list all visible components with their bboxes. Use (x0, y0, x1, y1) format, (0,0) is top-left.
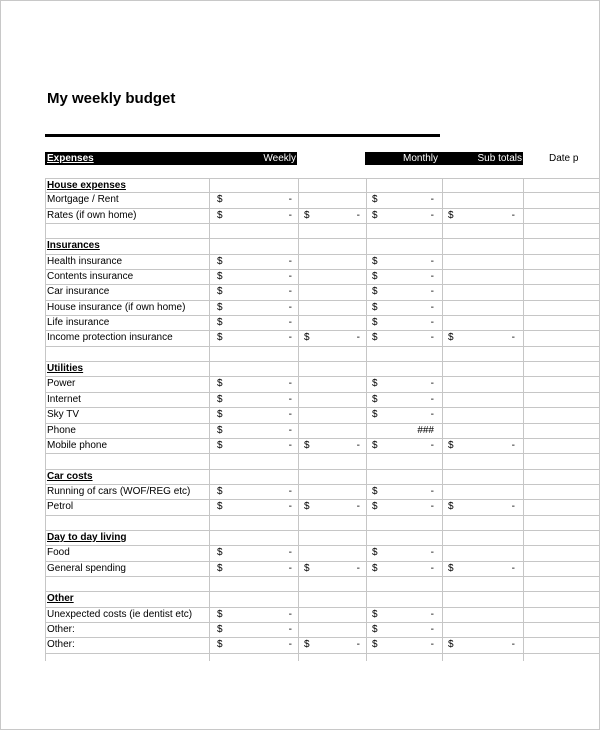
grid-column-line (366, 178, 367, 661)
section-row (45, 470, 600, 485)
weekly-currency: $ (217, 623, 223, 635)
monthly-subtotal-value: - (511, 562, 515, 574)
monthly-value: - (430, 562, 434, 574)
monthly-value: - (430, 378, 434, 390)
row-label: Income protection insurance (47, 332, 173, 344)
monthly-currency: $ (372, 317, 378, 329)
weekly-subtotal-value: - (356, 562, 360, 574)
weekly-value: - (288, 194, 292, 206)
monthly-value: - (430, 209, 434, 221)
monthly-value: - (430, 547, 434, 559)
weekly-value: - (288, 562, 292, 574)
header-monthly-bar (365, 152, 523, 165)
table-row (45, 439, 600, 454)
grid-column-line (442, 178, 443, 661)
header-expenses: Expenses (47, 153, 94, 164)
weekly-value: - (288, 393, 292, 405)
weekly-value: - (288, 608, 292, 620)
grid-column-line (523, 178, 524, 661)
monthly-currency: $ (372, 271, 378, 283)
weekly-currency: $ (217, 547, 223, 559)
weekly-currency: $ (217, 317, 223, 329)
monthly-value: - (430, 255, 434, 267)
section-heading: Other (47, 593, 74, 605)
section-heading: Day to day living (47, 531, 127, 543)
monthly-value: - (430, 485, 434, 497)
weekly-subtotal-value: - (356, 501, 360, 513)
weekly-value: - (288, 378, 292, 390)
table-row (45, 454, 600, 469)
monthly-currency: $ (372, 485, 378, 497)
monthly-currency: $ (372, 286, 378, 298)
row-label: Health insurance (47, 255, 123, 267)
page-title: My weekly budget (47, 90, 176, 107)
weekly-currency: $ (217, 501, 223, 513)
weekly-subtotal-value: - (356, 332, 360, 344)
row-label: Rates (if own home) (47, 209, 137, 221)
monthly-value: - (430, 317, 434, 329)
header-weekly: Weekly (263, 153, 296, 164)
monthly-value: - (430, 194, 434, 206)
monthly-value: - (430, 409, 434, 421)
table-row (45, 638, 600, 653)
monthly-currency: $ (372, 301, 378, 313)
weekly-subtotal-currency: $ (304, 209, 310, 221)
weekly-currency: $ (217, 194, 223, 206)
weekly-subtotal-currency: $ (304, 332, 310, 344)
header-expenses-bar (45, 152, 297, 165)
weekly-subtotal-currency: $ (304, 501, 310, 513)
monthly-currency: $ (372, 378, 378, 390)
monthly-value: - (430, 393, 434, 405)
weekly-currency: $ (217, 286, 223, 298)
table-row (45, 255, 600, 270)
table-row (45, 193, 600, 208)
weekly-subtotal-currency: $ (304, 439, 310, 451)
weekly-currency: $ (217, 439, 223, 451)
weekly-currency: $ (217, 332, 223, 344)
row-label: House insurance (if own home) (47, 301, 186, 313)
monthly-currency: $ (372, 194, 378, 206)
row-label: Contents insurance (47, 271, 134, 283)
monthly-currency: $ (372, 639, 378, 651)
monthly-subtotal-currency: $ (448, 332, 454, 344)
table-row (45, 393, 600, 408)
budget-table (45, 178, 600, 654)
monthly-value: ### (417, 424, 434, 436)
row-label: Petrol (47, 501, 74, 513)
weekly-currency: $ (217, 271, 223, 283)
monthly-subtotal-value: - (511, 439, 515, 451)
header-monthly: Monthly (402, 153, 438, 164)
monthly-value: - (430, 301, 434, 313)
weekly-currency: $ (217, 209, 223, 221)
monthly-subtotal-value: - (511, 501, 515, 513)
section-heading: Utilities (47, 363, 84, 375)
table-row (45, 623, 600, 638)
monthly-currency: $ (372, 209, 378, 221)
grid-column-line (298, 178, 299, 661)
grid-column-line (209, 178, 210, 661)
row-label: Internet (47, 393, 81, 405)
table-row (45, 347, 600, 362)
weekly-subtotal-value: - (356, 439, 360, 451)
row-label: Running of cars (WOF/REG etc) (47, 485, 191, 497)
monthly-value: - (430, 286, 434, 298)
row-label: Sky TV (47, 409, 80, 421)
row-label: General spending (47, 562, 126, 574)
section-heading: Car costs (47, 470, 93, 482)
weekly-value: - (288, 547, 292, 559)
weekly-currency: $ (217, 409, 223, 421)
weekly-currency: $ (217, 424, 223, 436)
row-label: Mobile phone (47, 439, 108, 451)
monthly-subtotal-value: - (511, 209, 515, 221)
monthly-currency: $ (372, 409, 378, 421)
table-row (45, 516, 600, 531)
weekly-currency: $ (217, 485, 223, 497)
table-row (45, 331, 600, 346)
table-row (45, 500, 600, 515)
monthly-subtotal-value: - (511, 639, 515, 651)
weekly-value: - (288, 501, 292, 513)
monthly-value: - (430, 639, 434, 651)
monthly-currency: $ (372, 608, 378, 620)
weekly-subtotal-currency: $ (304, 562, 310, 574)
table-row (45, 224, 600, 239)
weekly-value: - (288, 639, 292, 651)
weekly-value: - (288, 317, 292, 329)
weekly-value: - (288, 271, 292, 283)
monthly-value: - (430, 332, 434, 344)
monthly-value: - (430, 271, 434, 283)
weekly-value: - (288, 301, 292, 313)
table-row (45, 424, 600, 439)
monthly-currency: $ (372, 393, 378, 405)
weekly-subtotal-value: - (356, 639, 360, 651)
monthly-value: - (430, 439, 434, 451)
monthly-subtotal-currency: $ (448, 562, 454, 574)
table-row (45, 301, 600, 316)
table-row (45, 377, 600, 392)
weekly-subtotal-currency: $ (304, 639, 310, 651)
monthly-value: - (430, 608, 434, 620)
table-row (45, 562, 600, 577)
row-label: Food (47, 547, 70, 559)
weekly-value: - (288, 485, 292, 497)
title-rule (45, 134, 440, 137)
section-row (45, 178, 600, 193)
monthly-currency: $ (372, 623, 378, 635)
row-label: Other: (47, 623, 75, 635)
section-row (45, 362, 600, 377)
table-row (45, 608, 600, 623)
weekly-value: - (288, 424, 292, 436)
table-row (45, 546, 600, 561)
row-label: Unexpected costs (ie dentist etc) (47, 608, 193, 620)
section-heading: House expenses (47, 180, 126, 191)
section-row (45, 239, 600, 254)
weekly-currency: $ (217, 378, 223, 390)
row-label: Life insurance (47, 317, 110, 329)
monthly-currency: $ (372, 547, 378, 559)
weekly-value: - (288, 439, 292, 451)
monthly-currency: $ (372, 562, 378, 574)
weekly-currency: $ (217, 393, 223, 405)
monthly-value: - (430, 623, 434, 635)
row-label: Other: (47, 639, 75, 651)
monthly-subtotal-currency: $ (448, 639, 454, 651)
monthly-subtotal-currency: $ (448, 501, 454, 513)
table-row (45, 316, 600, 331)
header-subtotals: Sub totals (477, 153, 522, 164)
header-date: Date p (549, 153, 579, 164)
table-row (45, 485, 600, 500)
weekly-value: - (288, 209, 292, 221)
weekly-currency: $ (217, 562, 223, 574)
monthly-currency: $ (372, 332, 378, 344)
row-label: Power (47, 378, 76, 390)
weekly-value: - (288, 332, 292, 344)
weekly-currency: $ (217, 639, 223, 651)
monthly-currency: $ (372, 439, 378, 451)
row-label: Phone (47, 424, 76, 436)
table-row (45, 285, 600, 300)
weekly-value: - (288, 255, 292, 267)
weekly-value: - (288, 286, 292, 298)
table-row (45, 209, 600, 224)
monthly-subtotal-value: - (511, 332, 515, 344)
monthly-value: - (430, 501, 434, 513)
weekly-value: - (288, 409, 292, 421)
row-label: Car insurance (47, 286, 110, 298)
section-row (45, 592, 600, 607)
weekly-currency: $ (217, 255, 223, 267)
monthly-subtotal-currency: $ (448, 439, 454, 451)
section-heading: Insurances (47, 240, 100, 252)
monthly-currency: $ (372, 501, 378, 513)
weekly-subtotal-value: - (356, 209, 360, 221)
row-label: Mortgage / Rent (47, 194, 119, 206)
weekly-currency: $ (217, 301, 223, 313)
table-row (45, 408, 600, 423)
monthly-currency: $ (372, 255, 378, 267)
section-row (45, 531, 600, 546)
weekly-value: - (288, 623, 292, 635)
monthly-subtotal-currency: $ (448, 209, 454, 221)
weekly-currency: $ (217, 608, 223, 620)
table-row (45, 270, 600, 285)
table-row (45, 577, 600, 592)
